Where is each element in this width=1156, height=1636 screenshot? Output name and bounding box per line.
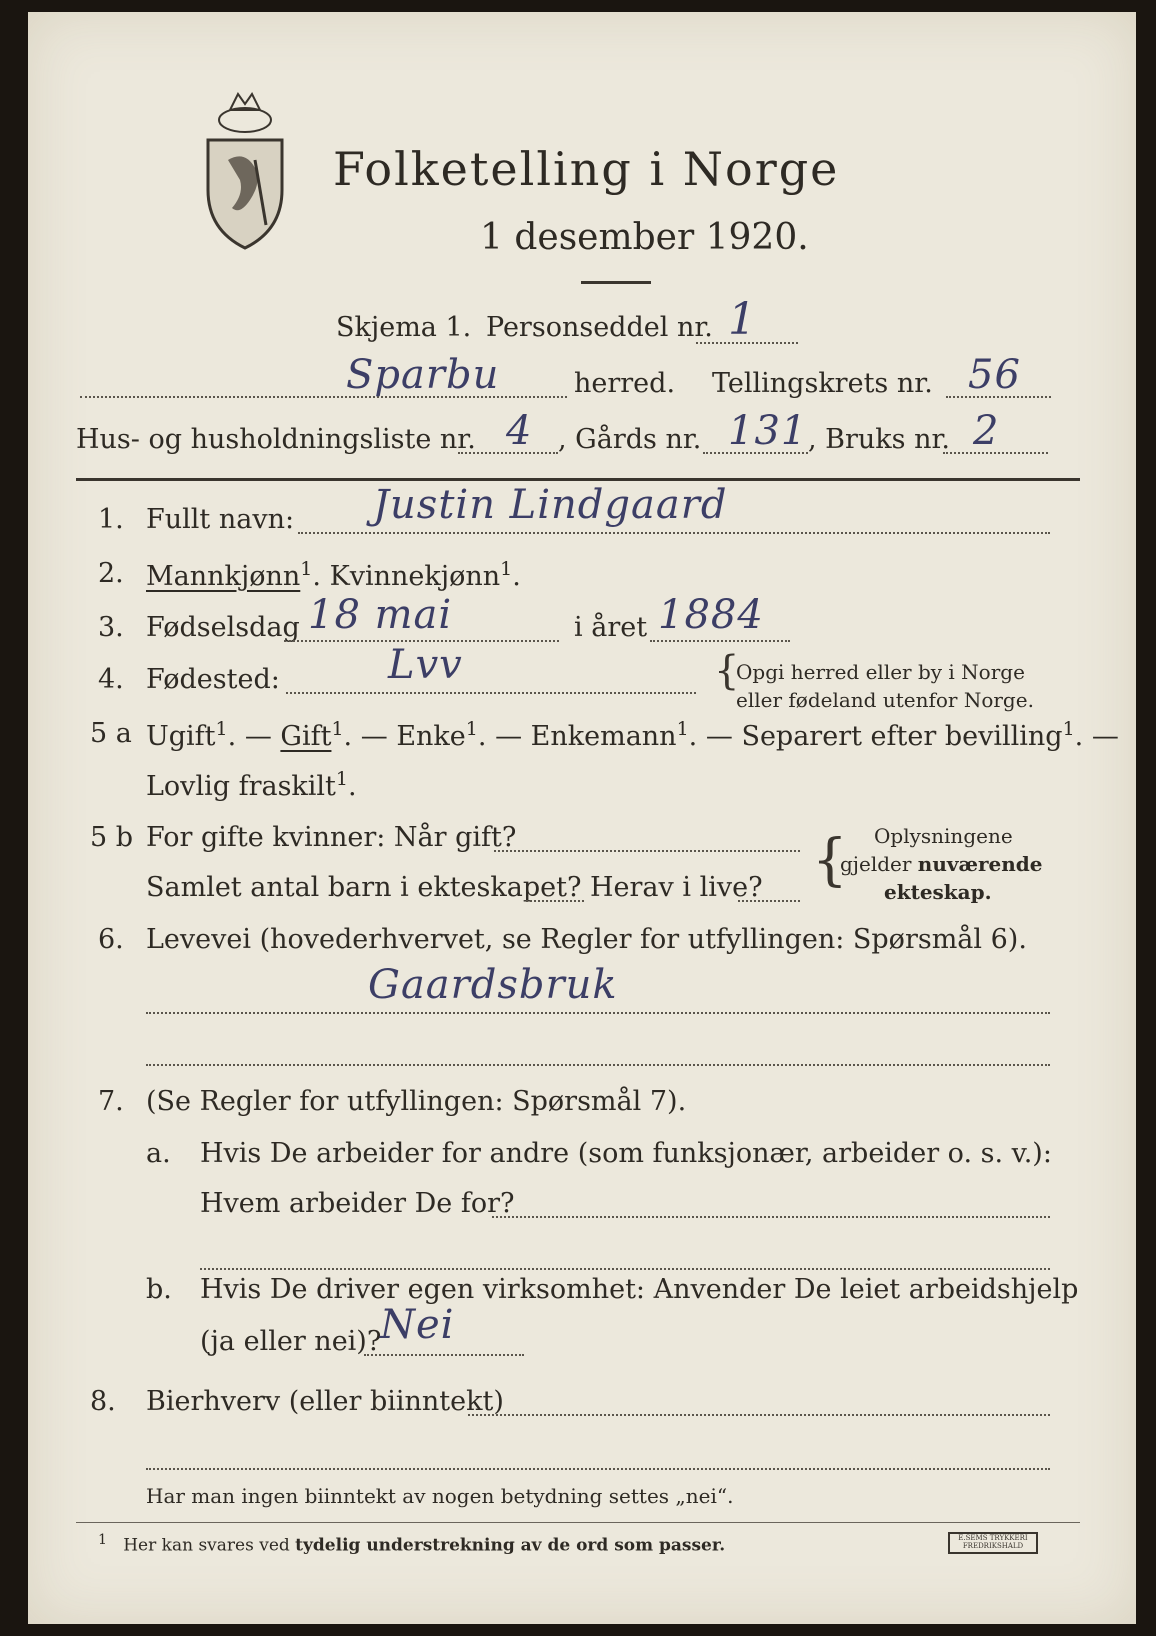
q4-label: Fødested: xyxy=(146,664,280,695)
gards-label: , Gårds nr. xyxy=(558,424,702,455)
bruks-value: 2 xyxy=(973,408,1000,454)
q5a-ugift: Ugift xyxy=(146,721,216,752)
q5b-note-1: Oplysningene xyxy=(874,824,1013,848)
q8-note: Har man ingen biinntekt av nogen betydning settes „nei“. xyxy=(146,1484,734,1508)
q5a-sep-1: — xyxy=(244,721,272,752)
q3-aaret-label: i året xyxy=(574,612,648,643)
form-title: Folketelling i Norge xyxy=(333,142,840,196)
q5a-enke: Enke xyxy=(396,721,466,752)
q5a-lovlig-fraskilt: Lovlig fraskilt xyxy=(146,771,336,802)
herred-value: Sparbu xyxy=(346,352,500,398)
q3-year-value: 1884 xyxy=(658,592,764,638)
q5b-label-2: Samlet antal barn i ekteskapet? xyxy=(146,872,582,903)
q6-line-1 xyxy=(146,1012,1050,1014)
q3-birthday-value: 18 mai xyxy=(308,592,453,638)
q7a-line-1 xyxy=(492,1216,1050,1218)
q5a-sep-5: — xyxy=(1091,721,1119,752)
q6-occupation-value: Gaardsbruk xyxy=(368,962,618,1008)
q7b-text-2: (ja eller nei)? xyxy=(200,1326,382,1357)
husholdningsliste-label: Hus- og husholdningsliste nr. xyxy=(76,424,476,455)
footnote xyxy=(98,1532,725,1556)
q5a-dot-enke: . xyxy=(477,721,487,752)
gards-value: 131 xyxy=(728,408,808,454)
q8-line-1 xyxy=(468,1414,1050,1416)
q7a-text-2: Hvem arbeider De for? xyxy=(200,1188,515,1219)
q1-line xyxy=(298,532,1050,534)
q4-brace: { xyxy=(714,648,740,694)
footnote-sup: 1 xyxy=(98,1532,108,1548)
q5b-line-2 xyxy=(526,900,584,902)
q2-number: 2. xyxy=(98,558,124,589)
q5a-sep-3: — xyxy=(495,721,523,752)
q5a-sup-enke: 1 xyxy=(465,718,478,740)
q2-sup-2: 1 xyxy=(500,558,513,580)
q7b-letter: b. xyxy=(146,1274,172,1305)
q5a-enkemann: Enkemann xyxy=(530,721,677,752)
q5b-note-2 xyxy=(840,852,1043,876)
q5a-gift: Gift xyxy=(280,721,332,752)
skjema-label: Skjema 1. xyxy=(336,312,472,343)
q5a-sup-lovlig: 1 xyxy=(335,768,349,790)
title-divider xyxy=(581,281,651,284)
q2-dot-1: . xyxy=(312,561,321,592)
q5b-number: 5 b xyxy=(90,822,134,853)
q3-number: 3. xyxy=(98,612,124,643)
census-form-page xyxy=(28,12,1136,1624)
q2-sup-1: 1 xyxy=(300,558,313,580)
personseddel-label: Personseddel nr. xyxy=(486,312,713,343)
q5a-sup-gift: 1 xyxy=(331,718,344,740)
q2-options xyxy=(146,558,521,592)
q3-year-line xyxy=(650,640,790,642)
q2-mannkjonn: Mannkjønn xyxy=(146,561,301,592)
q5b-label-1: For gifte kvinner: Når gift? xyxy=(146,822,517,853)
q2-dot-2: . xyxy=(512,561,521,592)
q4-line xyxy=(286,692,696,694)
q5a-sup-ugift: 1 xyxy=(215,718,228,740)
q7a-text: Hvis De arbeider for andre (som funksjonær, arbeider o. s. v.): xyxy=(200,1138,1052,1169)
census-date: 1 desember 1920. xyxy=(480,217,809,258)
q6-label: Levevei (hovederhvervet, se Regler for utfyllingen: Spørsmål 6). xyxy=(146,924,1027,955)
printer-stamp: E.SEMS TRYKKERI FREDRIKSHALD xyxy=(948,1532,1038,1554)
q7a-letter: a. xyxy=(146,1138,171,1169)
q1-label: Fullt navn: xyxy=(146,504,295,535)
q5a-number: 5 a xyxy=(90,718,132,749)
q5a-dot-enkemann: . xyxy=(688,721,698,752)
q3-label: Fødselsdag xyxy=(146,612,300,643)
q1-number: 1. xyxy=(98,504,124,535)
footnote-rule xyxy=(76,1522,1080,1523)
q5a-sep-4: — xyxy=(705,721,733,752)
personseddel-value: 1 xyxy=(728,294,757,345)
footnote-text-a: Her kan svares ved xyxy=(123,1535,296,1556)
q5a-dot-ugift: . xyxy=(227,721,237,752)
q5b-note-3: ekteskap. xyxy=(884,880,992,904)
herred-label: herred. xyxy=(574,368,676,399)
q6-line-2 xyxy=(146,1064,1050,1066)
q4-birthplace-value: Lvv xyxy=(388,642,463,688)
q5a-sep-2: — xyxy=(360,721,388,752)
q1-full-name-value: Justin Lindgaard xyxy=(373,482,728,528)
q5a-dot-gift: . xyxy=(343,721,353,752)
q5a-sup-separert: 1 xyxy=(1062,718,1075,740)
q5a-dot-lovlig: . xyxy=(348,771,357,802)
q4-note-2: eller fødeland utenfor Norge. xyxy=(736,688,1034,712)
q5b-line-3 xyxy=(738,900,800,902)
q5a-options xyxy=(146,718,1119,752)
q5b-brace: { xyxy=(812,828,848,893)
bruks-label: , Bruks nr. xyxy=(808,424,951,455)
q5a-lovlig xyxy=(146,768,357,802)
q7a-line-2 xyxy=(200,1268,1050,1270)
tellingskrets-label: Tellingskrets nr. xyxy=(712,368,933,399)
q5a-dot-separert: . xyxy=(1074,721,1084,752)
q4-number: 4. xyxy=(98,664,124,695)
tellingskrets-value: 56 xyxy=(968,352,1021,398)
q7b-value: Nei xyxy=(380,1302,455,1348)
q7-label: (Se Regler for utfyllingen: Spørsmål 7). xyxy=(146,1086,687,1117)
q5a-separert: Separert efter bevilling xyxy=(741,721,1063,752)
q8-line-2 xyxy=(146,1468,1050,1470)
q5a-sup-enkemann: 1 xyxy=(676,718,689,740)
q4-note-1: Opgi herred eller by i Norge xyxy=(736,660,1025,684)
q5b-label-3: Herav i live? xyxy=(590,872,763,903)
q7b-text: Hvis De driver egen virksomhet: Anvender De leiet arbeidshjelp xyxy=(200,1274,1079,1305)
q7b-line xyxy=(364,1354,524,1356)
q8-label: Bierhverv (eller biinntekt) xyxy=(146,1386,504,1417)
q7-number: 7. xyxy=(98,1086,124,1117)
header-rule xyxy=(76,478,1080,481)
q5b-note-gjelder: gjelder xyxy=(840,852,912,876)
q6-number: 6. xyxy=(98,924,124,955)
q5b-note-nuvaerende: nuværende xyxy=(917,852,1043,876)
coat-of-arms-icon xyxy=(200,90,290,250)
q2-kvinnekjonn: Kvinnekjønn xyxy=(329,561,501,592)
q8-number: 8. xyxy=(90,1386,116,1417)
husholdningsliste-value: 4 xyxy=(506,408,533,454)
q5b-line-1 xyxy=(494,850,800,852)
footnote-text-b: tydelig understrekning av de ord som passer. xyxy=(295,1535,726,1556)
